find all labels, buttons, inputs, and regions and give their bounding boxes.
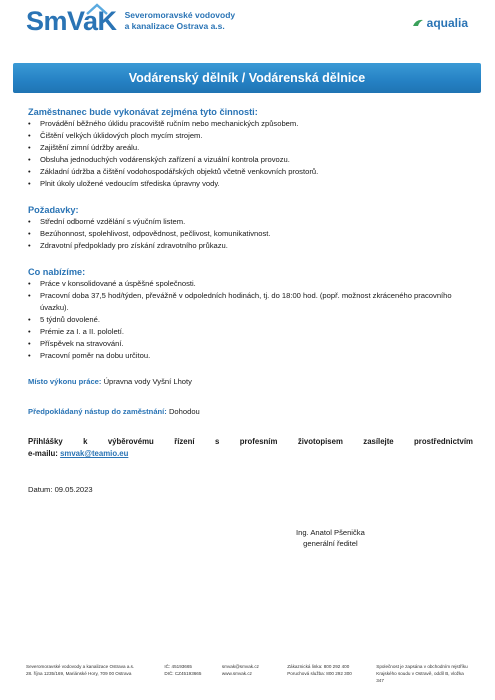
application-instructions: Přihlášky k výběrovému řízení s profesním životopisem zasílejte prostřednictvím [28,437,473,446]
requirements-heading: Požadavky: [28,205,79,215]
email-link[interactable]: smvak@teamio.eu [60,449,129,458]
list-item: • Příspěvek na stravování. [28,338,473,350]
offer-heading: Co nabízíme: [28,267,86,277]
aqualia-drop-icon [412,18,424,28]
letter-footer [26,663,471,684]
place-of-work [28,376,473,388]
aqualia-logo: aqualia [412,16,468,30]
page-title: Vodárenský dělník / Vodárenská dělnice [128,71,366,85]
list-item: • Zajištění zimní údržby areálu. [28,142,473,154]
place-value: Úpravna vody Vyšní Lhoty [103,377,192,386]
footer-tax-ids: IČ: 45193665 DIČ: CZ45193665 [164,664,202,676]
requirements-list [28,216,473,252]
place-label: Místo výkonu práce: [28,377,102,386]
roof-icon [86,2,108,16]
duties-heading: Zaměstnanec bude vykonávat zejména tyto činnosti: [28,107,258,117]
duties-list [28,118,473,190]
list-item: • Čištění velkých úklidových ploch mycím strojem. [28,130,473,142]
footer-phone-lines: Zákaznická linka: 800 292 400 Poruchová služba: 800 292 300 [287,664,352,676]
logo-company-name: Severomoravské vodovody a kanalizace Ostrava a.s. [124,10,236,31]
letterhead [0,0,495,50]
list-item: • Bezúhonnost, spolehlivost, odpovědnost, pečlivost, komunikativnost. [28,228,473,240]
logo-mark: SmVaK [26,6,117,36]
application-email-line: e-mailu: smvak@teamio.eu [28,449,129,458]
list-item: • 5 týdnů dovolené. [28,314,473,326]
signatory-role: generální ředitel [303,539,358,548]
list-item: • Prémie za I. a II. pololetí. [28,326,473,338]
list-item: • Pracovní doba 37,5 hod/týden, převážně v odpoledních hodinách, tj. do 18:00 hod. (popř. možnost zkráceného pracovního úvazku). [28,290,473,314]
list-item: • Práce v konsolidované a úspěšné společnosti. [28,278,473,290]
list-item: • Střední odborné vzdělání s výučním listem. [28,216,473,228]
job-posting-body [28,106,473,496]
list-item: • Plnit úkoly uložené vedoucím střediska úpravny vody. [28,178,473,190]
footer-contacts: smvak@smvak.cz www.smvak.cz [221,664,259,676]
offer-list [28,278,473,362]
list-item: • Zdravotní předpoklady pro získání zdravotního průkazu. [28,240,473,252]
signature-block [296,527,365,549]
list-item: • Základní údržba a čištění vodohospodářských objektů včetně venkovních prostorů. [28,166,473,178]
start-label: Předpokládaný nástup do zaměstnání: [28,407,167,416]
list-item: • Obsluha jednoduchých vodárenských zařízení a vizuální kontrola provozu. [28,154,473,166]
document-date: Datum: 09.05.2023 [28,485,93,494]
smvak-logo [26,6,235,36]
list-item: • Provádění běžného úklidu pracoviště ručním nebo mechanických způsobem. [28,118,473,130]
footer-address: Severomoravské vodovody a kanalizace Ostrava a.s. 28. října 1235/169, Mariánské Hory, 709 00 Ostrava [26,664,135,676]
title-banner [13,63,481,93]
start-value: Dohodou [168,407,200,416]
list-item: • Pracovní poměr na dobu určitou. [28,350,473,362]
signatory-name: Ing. Anatol Pšenička [296,528,365,537]
footer-registry: Společnost je zapsána v obchodním rejstříku Krajského soudu v Ostravě, oddíl B, vložka 347 [376,664,468,683]
start-date [28,406,473,418]
